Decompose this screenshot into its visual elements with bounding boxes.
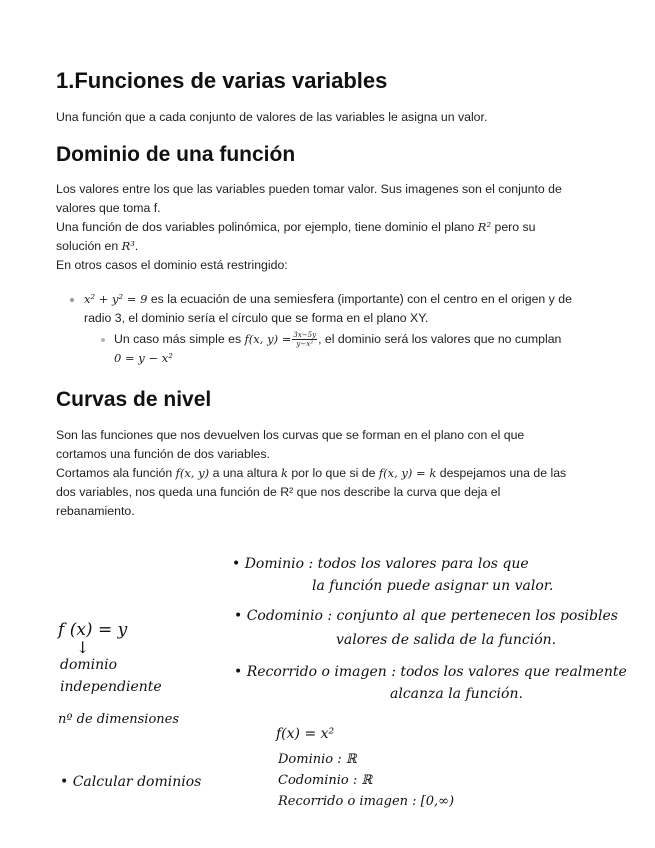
example-function: f(x) = x² [276, 726, 335, 742]
domain-bullet-list [84, 290, 601, 328]
domain-paragraph-line3: Una función de dos variables polinómica, por ejemplo, tiene dominio el plano R² pero su [56, 220, 536, 234]
domain-paragraph-line4: solución en R³. [56, 239, 139, 253]
fraction: $\frac{3x-5y}{\text{y−x²}}$ [293, 331, 317, 349]
domain-paragraph-line2: valores que toma f. [56, 201, 161, 215]
intro-text: Una función que a cada conjunto de valores de las variables le asigna un valor. [56, 110, 488, 124]
note-codominio-def: • Codominio : conjunto al que pertenecen los posibles [234, 608, 618, 624]
level-paragraph-line4: dos variables, nos queda una función de R² que nos describe la curva que deja el [56, 485, 501, 499]
section-heading-level-curves: Curvas de nivel [56, 388, 212, 411]
domain-sub-bullet-list [114, 330, 601, 368]
domain-paragraph-line1: Los valores entre los que las variables pueden tomar valor. Sus imagenes son el conjunto de [56, 182, 562, 196]
note-fx: f (x) = y [58, 620, 128, 640]
section-heading-domain: Dominio de una función [56, 143, 296, 166]
note-recorrido-def: • Recorrido o imagen : todos los valores que realmente [234, 664, 627, 680]
list-item: x² + y² = 9 es la ecuación de una semiesfera (importante) con el centro en el origen y de radio 3, el dominio sería el círculo que se forma en el plano XY. [84, 290, 601, 328]
level-paragraph-line3: Cortamos ala función f(x, y) a una altura k por lo que si de f(x, y) = k despejamos una de las [56, 466, 567, 480]
level-paragraph-line1: Son las funciones que nos devuelven los curvas que se forman en el plano con el que [56, 428, 525, 442]
arrow-down-icon: ↓ [76, 638, 90, 657]
page-title: 1.Funciones de varias variables [56, 68, 388, 93]
note-calc-domains: • Calcular dominios [60, 774, 202, 790]
level-paragraph-line2: cortamos una función de dos variables. [56, 447, 270, 461]
level-paragraph-line5: rebanamiento. [56, 504, 135, 518]
domain-paragraph-line5: En otros casos el dominio está restringido: [56, 258, 288, 272]
note-domain-word: dominio [60, 657, 118, 673]
example-range: Recorrido o imagen : [0,∞) [278, 794, 455, 809]
r2-math: R² [477, 220, 492, 234]
bullet-icon [101, 338, 105, 342]
condition-math: 0 = y − x² [114, 351, 173, 365]
handwritten-notes [0, 540, 655, 840]
note-recorrido-def-2: alcanza la función. [390, 686, 523, 702]
r3-math: R³ [121, 239, 135, 253]
example-codomain: Codominio : ℝ [278, 773, 373, 788]
bullet-icon [70, 298, 74, 302]
note-codominio-def-2: valores de salida de la función. [336, 632, 557, 648]
note-dimensions: nº de dimensiones [58, 712, 180, 727]
example-domain: Dominio : ℝ [278, 752, 357, 767]
note-independent: independiente [60, 679, 162, 695]
list-item: Un caso más simple es f(x, y) = $\frac{3x-5y}{\text{y−x²}}$ , el dominio será los valores que no cumplan 0 = y − x² [114, 330, 601, 368]
note-dominio-def-2: la función puede asignar un valor. [312, 578, 554, 594]
note-dominio-def: • Dominio : todos los valores para los que [232, 556, 529, 572]
sphere-equation: x² + y² = 9 [84, 292, 148, 306]
